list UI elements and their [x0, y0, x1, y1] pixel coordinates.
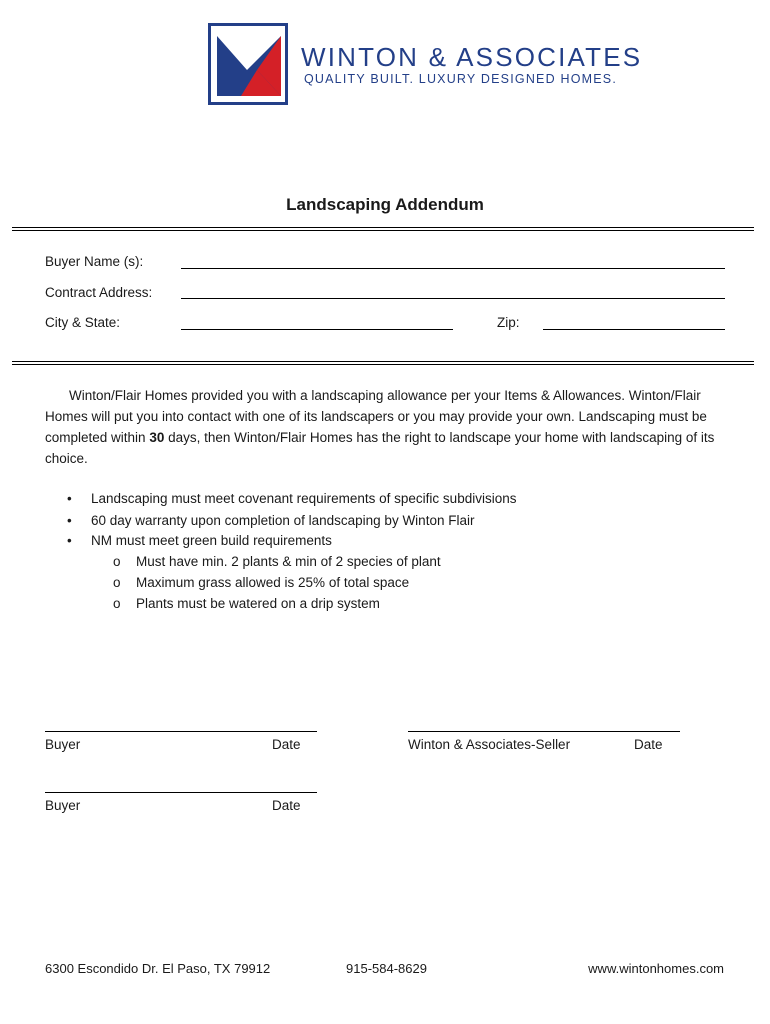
bullet-icon: • [67, 533, 72, 548]
sub-list-item-text: Plants must be watered on a drip system [136, 596, 380, 611]
sub-bullet-icon: o [113, 554, 121, 569]
sub-list-item-text: Must have min. 2 plants & min of 2 species of plant [136, 554, 441, 569]
city-state-label: City & State: [45, 315, 121, 330]
paragraph-text-start: Winton/Flair Homes provided you with a landscaping allowance per your Items & Allowances. Winton/Flair Homes will put you into contact with one of its landscapers or you may provide your own. Landscaping must be completed within [45, 388, 707, 445]
zip-field[interactable] [543, 329, 725, 330]
buyer-signature-line-2[interactable] [45, 792, 317, 793]
list-item-text: NM must meet green build requirements [91, 533, 332, 548]
sub-bullet-icon: o [113, 596, 121, 611]
seller-signature-line[interactable] [408, 731, 680, 732]
contract-address-label: Contract Address: [45, 285, 153, 300]
bullet-icon: • [67, 513, 72, 528]
sub-list-item-text: Maximum grass allowed is 25% of total space [136, 575, 410, 590]
buyer-date-label-2: Date [272, 798, 301, 813]
buyer-name-label: Buyer Name (s): [45, 254, 144, 269]
document-title: Landscaping Addendum [286, 195, 484, 214]
footer-website[interactable]: www.wintonhomes.com [588, 961, 724, 976]
buyer-name-field[interactable] [181, 268, 725, 269]
brand-name: WINTON & ASSOCIATES [301, 42, 643, 72]
seller-date-label: Date [634, 737, 663, 752]
paragraph-days-value: 30 [149, 430, 165, 445]
contract-address-field[interactable] [181, 298, 725, 299]
intro-paragraph [45, 385, 735, 469]
footer-address: 6300 Escondido Dr. El Paso, TX 79912 [45, 961, 271, 976]
brand-tagline: QUALITY BUILT. LUXURY DESIGNED HOMES. [304, 72, 617, 86]
footer-phone: 915-584-8629 [346, 961, 427, 976]
seller-label: Winton & Associates-Seller [408, 737, 571, 752]
buyer-date-label-1: Date [272, 737, 301, 752]
buyer-label-1: Buyer [45, 737, 81, 752]
sub-bullet-icon: o [113, 575, 121, 590]
bottom-divider [12, 361, 754, 365]
list-item-text: Landscaping must meet covenant requirements of specific subdivisions [91, 491, 517, 506]
bullet-icon: • [67, 491, 72, 506]
buyer-signature-line-1[interactable] [45, 731, 317, 732]
company-logo [208, 23, 288, 105]
logo-mark-icon [211, 26, 285, 102]
buyer-label-2: Buyer [45, 798, 81, 813]
list-item-text: 60 day warranty upon completion of landscaping by Winton Flair [91, 513, 475, 528]
city-state-field[interactable] [181, 329, 453, 330]
zip-label: Zip: [497, 315, 520, 330]
top-divider [12, 227, 754, 231]
paragraph-text-end: days, then Winton/Flair Homes has the right to landscape your home with landscaping of its choice. [45, 430, 715, 466]
